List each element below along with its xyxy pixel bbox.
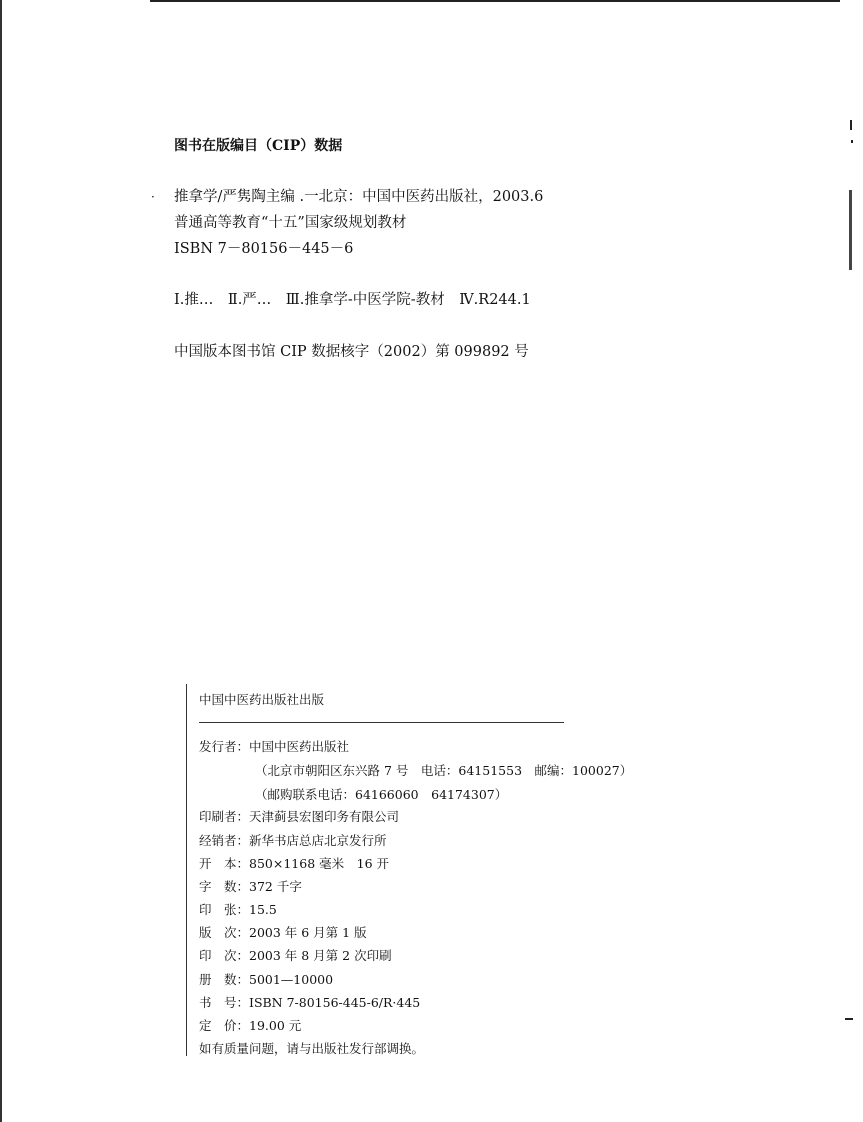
scan-speck [850, 120, 852, 130]
cip-verification: 中国版本图书馆 CIP 数据核字（2002）第 099892 号 [174, 344, 529, 360]
imprint-edition: 版 次：2003 年 6 月第 1 版 [199, 925, 367, 940]
imprint-seller: 经销者：新华书店总店北京发行所 [199, 833, 387, 848]
imprint-block [186, 684, 657, 1056]
imprint-copies: 册 数：5001—10000 [199, 972, 334, 987]
imprint-address: （北京市朝阳区东兴路 7 号 电话：64151553 邮编：100027） [255, 763, 633, 778]
imprint-mail-order: （邮购联系电话：64166060 64174307） [255, 787, 508, 802]
imprint-printer: 印刷者：天津蓟县宏图印务有限公司 [199, 809, 400, 824]
imprint-divider [199, 722, 564, 723]
cip-classification: Ⅰ.推… Ⅱ.严… Ⅲ.推拿学-中医学院-教材 Ⅳ.R244.1 [174, 292, 531, 308]
scan-speck [845, 1018, 853, 1020]
cip-series: 普通高等教育“十五”国家级规划教材 [174, 215, 407, 231]
cip-isbn: ISBN 7－80156－445－6 [174, 241, 354, 257]
scan-border-left [0, 0, 2, 1122]
imprint-format: 开 本：850×1168 毫米 16 开 [199, 856, 389, 871]
imprint-book-number: 书 号：ISBN 7-80156-445-6/R·445 [199, 995, 421, 1010]
bullet-mark: · [151, 190, 155, 204]
imprint-word-count: 字 数：372 千字 [199, 879, 302, 894]
cip-entry: 推拿学/严隽陶主编 .一北京：中国中医药出版社，2003.6 [174, 189, 544, 205]
scan-speck [849, 190, 852, 270]
imprint-sheets: 印 张：15.5 [199, 902, 277, 917]
scan-border-top [150, 0, 840, 2]
imprint-printing: 印 次：2003 年 8 月第 2 次印刷 [199, 948, 392, 963]
cip-title: 图书在版编目（CIP）数据 [174, 138, 343, 154]
imprint-publisher: 中国中医药出版社出版 [199, 692, 325, 707]
imprint-price: 定 价：19.00 元 [199, 1018, 302, 1033]
scan-speck [851, 140, 853, 143]
imprint-distributor: 发行者：中国中医药出版社 [199, 739, 350, 754]
imprint-notice: 如有质量问题，请与出版社发行部调换。 [199, 1041, 425, 1056]
